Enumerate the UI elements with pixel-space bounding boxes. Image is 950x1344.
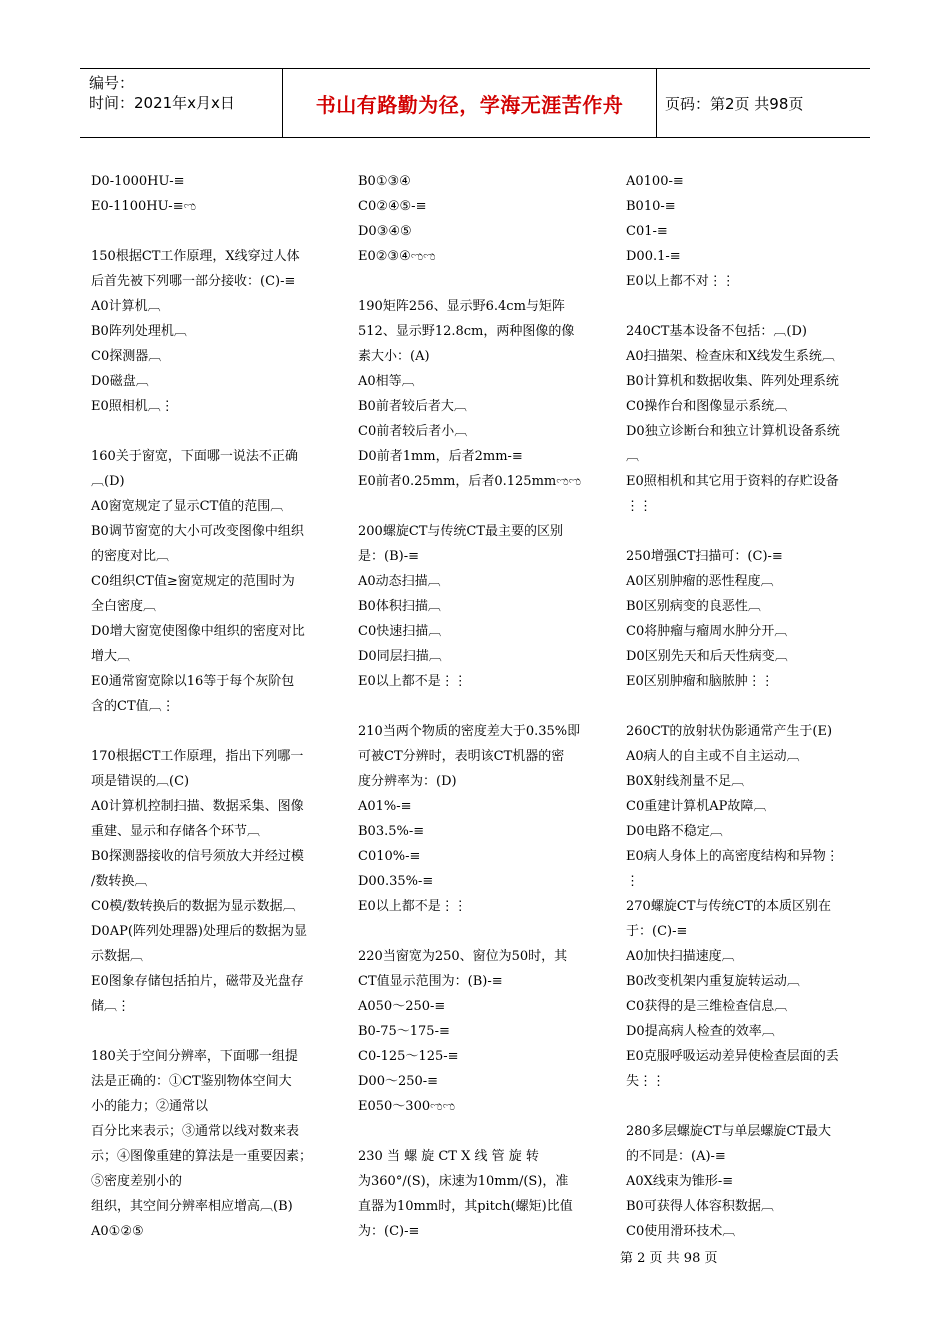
text-line: E050～300ಌಌ — [358, 1099, 456, 1114]
text-line: 含的CT值︹⋮ — [91, 699, 175, 714]
text-line: ︹(D) — [91, 474, 125, 489]
text-line: C0前者较后者小︹ — [358, 424, 468, 439]
text-line: C0组织CT值≥窗宽规定的范围时为 — [91, 574, 295, 589]
blank-line — [626, 294, 866, 319]
text-line: 法是正确的：①CT鉴别物体空间大 — [91, 1074, 292, 1089]
text-line: 为：(C)-≡ — [358, 1224, 420, 1239]
text-line: A0①②⑤ — [91, 1224, 144, 1239]
text-line: 百分比来表示；③通常以线对数来表 — [91, 1124, 300, 1139]
text-line: D0区别先天和后天性病变︹ — [626, 649, 788, 664]
text-line: D0提高病人检查的效率︹ — [626, 1024, 775, 1039]
text-line: A0窗宽规定了显示CT值的范围︹ — [91, 499, 284, 514]
text-line: 512、显示野12.8cm，两种图像的像 — [358, 324, 575, 339]
text-line: D0电路不稳定︹ — [626, 824, 723, 839]
text-line: D0同层扫描︹ — [358, 649, 442, 664]
text-line: E0克服呼吸运动差异使检查层面的丢 — [626, 1049, 839, 1064]
text-line: 度分辨率为：(D) — [358, 774, 457, 789]
text-line: D00.1-≡ — [626, 249, 681, 264]
text-line: 250增强CT扫描可：(C)-≡ — [626, 549, 783, 564]
text-line: 230 当 螺 旋 CT X 线 管 旋 转 — [358, 1149, 539, 1164]
text-line: C0②④⑤-≡ — [358, 199, 427, 214]
text-line: A0相等︹ — [358, 374, 415, 389]
text-line: B0-75～175-≡ — [358, 1024, 450, 1039]
blank-line — [358, 494, 598, 519]
text-line: D0磁盘︹ — [91, 374, 149, 389]
text-line: E0前者0.25mm，后者0.125mmಌಌ — [358, 474, 582, 489]
blank-line — [626, 694, 866, 719]
text-line: E0图象存储包括拍片，磁带及光盘存 — [91, 974, 304, 989]
text-line: A0100-≡ — [626, 174, 684, 189]
text-line: 170根据CT工作原理，指出下列哪一 — [91, 749, 304, 764]
text-line: B0区别病变的良恶性︹ — [626, 599, 761, 614]
text-line: B0调节窗宽的大小可改变图像中组织 — [91, 524, 304, 539]
text-line: E0以上都不是⋮⋮ — [358, 899, 467, 914]
text-line: D0独立诊断台和独立计算机设备系统 — [626, 424, 840, 439]
text-line: E0以上都不对⋮⋮ — [626, 274, 735, 289]
text-line: A0动态扫描︹ — [358, 574, 441, 589]
text-line: ⋮ — [626, 874, 639, 889]
header-motto: 书山有路勤为径，学海无涯苦作舟 — [283, 69, 657, 137]
text-line: B0前者较后者大︹ — [358, 399, 467, 414]
text-line: B010-≡ — [626, 199, 676, 214]
text-line: C0使用滑环技术︹ — [626, 1224, 736, 1239]
text-line: CT值显示范围为：(B)-≡ — [358, 974, 503, 989]
text-line: C0将肿瘤与瘤周水肿分开︹ — [626, 624, 788, 639]
page-footer: 第 2 页 共 98 页 — [620, 1251, 718, 1266]
text-line: B0计算机和数据收集、阵列处理系统 — [626, 374, 839, 389]
text-line: 示数据︹ — [91, 949, 144, 964]
text-line: E0以上都不是⋮⋮ — [358, 674, 467, 689]
text-line: 200螺旋CT与传统CT最主要的区别 — [358, 524, 564, 539]
text-line: C0重建计算机AP故障︹ — [626, 799, 767, 814]
blank-line — [358, 269, 598, 294]
text-line: 190矩阵256、显示野6.4cm与矩阵 — [358, 299, 565, 314]
text-line: C0快速扫描︹ — [358, 624, 442, 639]
text-line: ⑤密度差别小的 — [91, 1174, 183, 1189]
text-line: 280多层螺旋CT与单层螺旋CT最大 — [626, 1124, 832, 1139]
text-line: E0通常窗宽除以16等于每个灰阶包 — [91, 674, 295, 689]
text-line: B0阵列处理机︹ — [91, 324, 187, 339]
text-line: 增大︹ — [91, 649, 131, 664]
text-line: 160关于窗宽，下面哪一说法不正确 — [91, 449, 298, 464]
text-line: E0照相机和其它用于资料的存贮设备 — [626, 474, 839, 489]
text-line: D00～250-≡ — [358, 1074, 439, 1089]
text-line: 可被CT分辨时，表明该CT机器的密 — [358, 749, 565, 764]
column-left — [91, 169, 331, 1244]
text-line: E0区别肿瘤和脑脓肿⋮⋮ — [626, 674, 774, 689]
text-line: /数转换︹ — [91, 874, 148, 889]
text-line: B0可获得人体容积数据︹ — [626, 1199, 774, 1214]
text-line: 是：(B)-≡ — [358, 549, 419, 564]
text-line: A0计算机控制扫描、数据采集、图像 — [91, 799, 304, 814]
text-line: C0操作台和图像显示系统︹ — [626, 399, 788, 414]
text-line: D0AP(阵列处理器)处理后的数据为显 — [91, 924, 307, 939]
text-line: 260CT的放射状伪影通常产生于(E) — [626, 724, 833, 739]
text-line: B0改变机架内重复旋转运动︹ — [626, 974, 800, 989]
text-line: B0体积扫描︹ — [358, 599, 441, 614]
blank-line — [91, 1019, 331, 1044]
text-line: E0-1100HU-≡ಌ — [91, 199, 197, 214]
column-middle — [358, 169, 598, 1244]
text-line: C01-≡ — [626, 224, 668, 239]
text-line: E0②③④ಌಌ — [358, 249, 436, 264]
text-line: E0病人身体上的高密度结构和异物⋮ — [626, 849, 839, 864]
text-line: 直器为10mm时，其pitch(螺矩)比值 — [358, 1199, 573, 1214]
text-line: A0计算机︹ — [91, 299, 161, 314]
text-line: 210当两个物质的密度差大于0.35%即 — [358, 724, 581, 739]
text-line: 于：(C)-≡ — [626, 924, 688, 939]
text-line: 为360°/(S)，床速为10mm/(S)，准 — [358, 1174, 569, 1189]
text-line: 小的能力；②通常以 — [91, 1099, 209, 1114]
page-header — [80, 68, 870, 138]
text-line: 270螺旋CT与传统CT的本质区别在 — [626, 899, 832, 914]
text-line: A0扫描架、检查床和X线发生系统︹ — [626, 349, 835, 364]
text-line: 180关于空间分辨率，下面哪一组提 — [91, 1049, 298, 1064]
blank-line — [358, 694, 598, 719]
blank-line — [91, 419, 331, 444]
text-line: B0X射线剂量不足︹ — [626, 774, 745, 789]
text-line: A0加快扫描速度︹ — [626, 949, 735, 964]
text-line: 组织，其空间分辨率相应增高︹(B) — [91, 1199, 293, 1214]
text-line: C0探测器︹ — [91, 349, 162, 364]
text-line: 储︹⋮ — [91, 999, 131, 1014]
text-line: ︹ — [626, 449, 640, 464]
text-line: 素大小：(A) — [358, 349, 430, 364]
header-page-number: 页码：第2页 共98页 — [665, 94, 804, 113]
text-line: 示；④图像重建的算法是一重要因素； — [91, 1149, 313, 1164]
text-line: 后首先被下列哪一部分接收：(C)-≡ — [91, 274, 296, 289]
text-line: D00.35%-≡ — [358, 874, 434, 889]
text-line: D0③④⑤ — [358, 224, 412, 239]
text-line: 项是错误的︹(C) — [91, 774, 190, 789]
text-line: A050～250-≡ — [358, 999, 446, 1014]
text-line: D0前者1mm，后者2mm-≡ — [358, 449, 523, 464]
text-line: A01%-≡ — [358, 799, 412, 814]
text-line: A0病人的自主或不自主运动︹ — [626, 749, 800, 764]
serial-label: 编号： — [89, 74, 135, 92]
text-line: 240CT基本设备不包括：︹(D) — [626, 324, 807, 339]
text-line: 的密度对比︹ — [91, 549, 170, 564]
text-line: C010%-≡ — [358, 849, 421, 864]
text-line: D0增大窗宽使图像中组织的密度对比 — [91, 624, 305, 639]
blank-line — [91, 219, 331, 244]
blank-line — [626, 519, 866, 544]
blank-line — [626, 1094, 866, 1119]
text-line: 220当窗宽为250、窗位为50时，其 — [358, 949, 568, 964]
text-line: 重建、显示和存储各个环节︹ — [91, 824, 261, 839]
text-line: 失⋮⋮ — [626, 1074, 666, 1089]
text-line: C0模/数转换后的数据为显示数据︹ — [91, 899, 296, 914]
text-line: C0获得的是三维检查信息︹ — [626, 999, 788, 1014]
blank-line — [358, 919, 598, 944]
date-label: 时间：2021年x月x日 — [89, 94, 235, 112]
text-line: A0区别肿瘤的恶性程度︹ — [626, 574, 774, 589]
text-line: D0-1000HU-≡ — [91, 174, 185, 189]
text-line: 全白密度︹ — [91, 599, 157, 614]
text-line: B03.5%-≡ — [358, 824, 425, 839]
text-line: ⋮⋮ — [626, 499, 652, 514]
text-line: 150根据CT工作原理，X线穿过人体 — [91, 249, 300, 264]
text-line: A0X线束为锥形-≡ — [626, 1174, 734, 1189]
text-line: E0照相机︹⋮ — [91, 399, 174, 414]
text-line: C0-125～125-≡ — [358, 1049, 459, 1064]
header-meta — [80, 69, 283, 137]
text-line: B0①③④ — [358, 174, 411, 189]
column-right — [626, 169, 866, 1244]
text-line: B0探测器接收的信号须放大并经过模 — [91, 849, 304, 864]
blank-line — [358, 1119, 598, 1144]
blank-line — [91, 719, 331, 744]
text-line: 的不同是：(A)-≡ — [626, 1149, 726, 1164]
